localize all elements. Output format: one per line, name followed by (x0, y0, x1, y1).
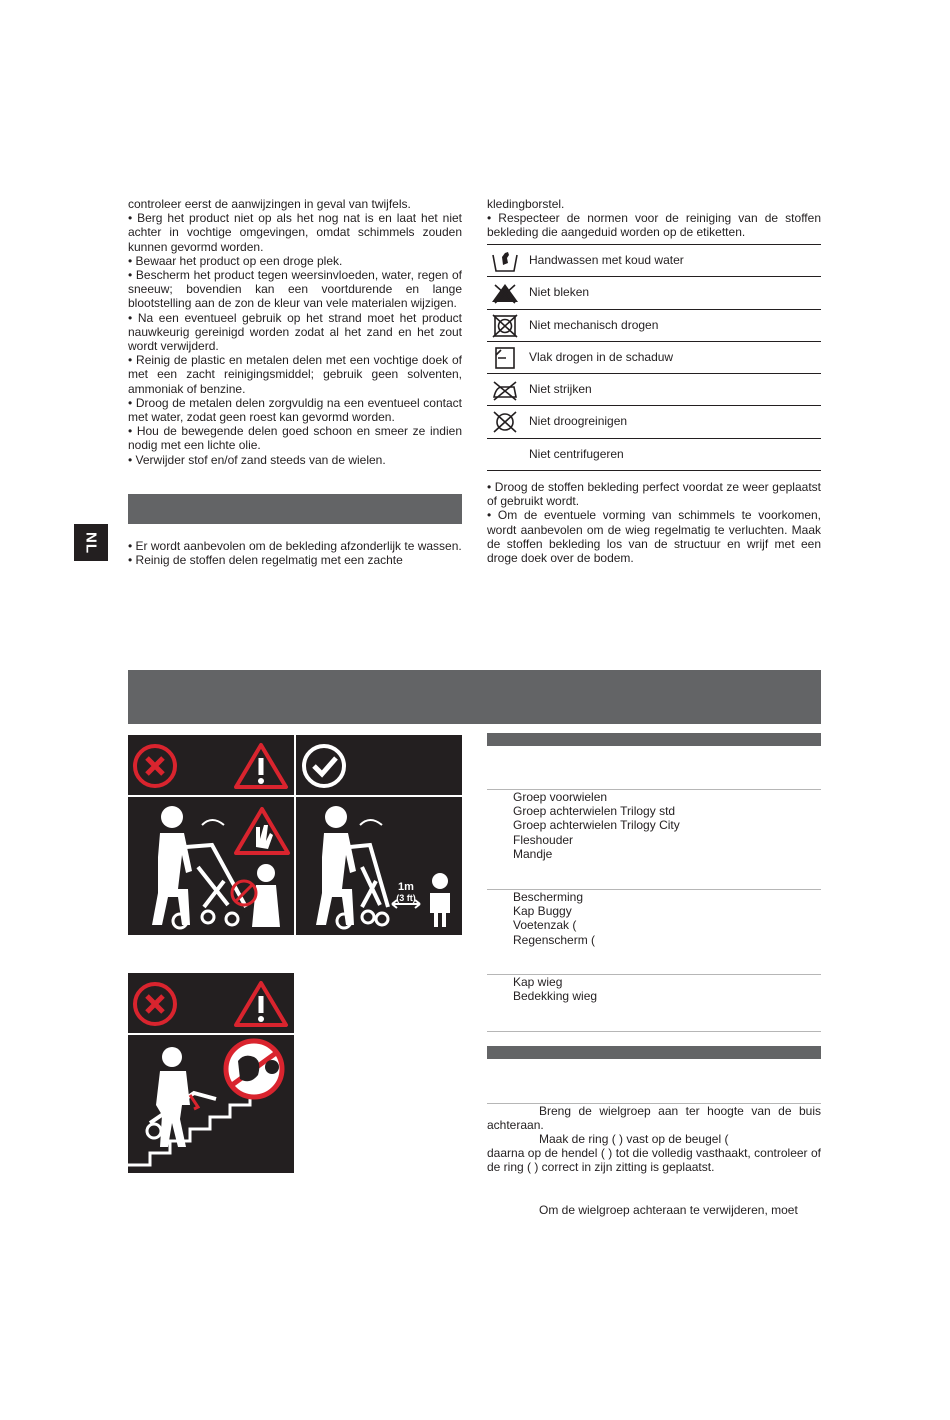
paragraph: • Reinig de plastic en metalen delen met een vochtige doek of met een zacht reinigingsmiddel; gebruik geen solventen, ammoniak of benzine. (128, 353, 462, 396)
list-item: Voetenzak ( (513, 918, 577, 933)
care-label: Niet centrifugeren (529, 446, 624, 461)
folding-safe-illustration (296, 797, 462, 935)
paragraph: • Bescherm het product tegen weersinvloeden, water, regen of sneeuw; bovendien kan een voortdurende en lange blootstelling aan de zon de kleur van vele materialen wijzigen. (128, 268, 462, 311)
paragraph: kledingborstel. (487, 197, 565, 211)
paragraph: • Reinig de stoffen delen regelmatig met een zachte (128, 553, 403, 568)
care-label: Niet mechanisch drogen (529, 317, 659, 332)
folding-warning-illustration (128, 797, 294, 935)
divider (487, 1031, 821, 1032)
distance-sub-label: (3 ft) (396, 893, 416, 903)
warning-header-panel-no (128, 735, 294, 795)
components-list-3 (513, 975, 597, 1003)
distance-label: 1m (398, 881, 414, 893)
care-row (487, 406, 821, 438)
stairs-warning-illustration (128, 1035, 294, 1173)
components-list-1 (513, 790, 680, 861)
step-text: Maak de ring ( ) vast op de beugel ( (539, 1132, 729, 1146)
paragraph: • Er wordt aanbevolen om de bekleding afzonderlijk te wassen. (128, 539, 462, 553)
step-text: daarna op de hendel ( ) tot die volledig vasthaakt, controleer of de ring ( ) correct in zijn zitting is geplaatst. (487, 1146, 821, 1175)
assembly-step-3 (539, 1203, 821, 1217)
no-iron-icon (489, 378, 521, 402)
hand-wash-icon (489, 249, 521, 273)
care-row (487, 439, 821, 471)
components-header-bar (487, 733, 821, 746)
paragraph: • Droog de stoffen bekleding perfect voordat ze weer geplaatst of gebruikt wordt. (487, 480, 821, 509)
stairs-warning-header (128, 973, 294, 1033)
step-text: Om de wielgroep achteraan te verwijderen, moet (539, 1203, 798, 1217)
paragraph: • Na een eventueel gebruik op het strand moet het product nauwkeurig gereinigd worden zodat al het zand en het zout wordt verwijderd. (128, 310, 462, 354)
list-item: Kap Buggy (513, 904, 572, 919)
care-label: Vlak drogen in de schaduw (529, 349, 674, 364)
components-list-2 (513, 890, 595, 947)
fabric-care-text (128, 539, 462, 567)
language-tab (74, 524, 108, 561)
left-column (128, 197, 462, 467)
list-item: Groep achterwielen Trilogy std (513, 804, 676, 819)
care-symbols-table (487, 244, 821, 471)
care-label: Niet strijken (529, 382, 592, 397)
list-item: Regenscherm ( (513, 932, 596, 947)
no-dry-clean-icon (489, 410, 521, 434)
warning-header-panel-yes (296, 735, 462, 795)
assembly-step-1 (487, 1104, 821, 1132)
paragraph: • Respecteer de normen voor de reiniging van de stoffen bekleding die aangeduid worden op de etiketten. (487, 211, 821, 240)
paragraph: • Berg het product niet op als het nog nat is en laat het niet achter in vochtige omgevingen, omdat schimmels zouden kunnen gevormd worden. (128, 211, 462, 254)
paragraph: • Bewaar het product op een droge plek. (128, 253, 343, 268)
chapter-header-bar (128, 670, 821, 724)
care-row (487, 374, 821, 406)
care-row (487, 342, 821, 374)
care-row (487, 310, 821, 342)
paragraph: • Verwijder stof en/of zand steeds van de wielen. (128, 452, 386, 467)
language-tab-label: NL (82, 531, 100, 554)
list-item: Kap wieg (513, 975, 563, 989)
care-row (487, 245, 821, 277)
care-label: Niet bleken (529, 285, 590, 300)
paragraph: • Om de eventuele vorming van schimmels te voorkomen, wordt aanbevolen om de wieg regelmatig te verluchten. Maak de stoffen bekleding los van de structuur en wrijf met een droge doek over de bodem. (487, 508, 821, 566)
no-tumble-dry-icon (489, 314, 521, 338)
section-header-bar (128, 494, 462, 524)
care-label: Handwassen met koud water (529, 253, 684, 267)
assembly-step-2b (487, 1146, 821, 1174)
care-row (487, 277, 821, 309)
after-table-text (487, 480, 821, 565)
paragraph: • Hou de bewegende delen goed schoon en smeer ze indien nodig met een lichte olie. (128, 424, 462, 453)
no-bleach-icon (489, 281, 521, 305)
list-item: Bescherming (513, 890, 584, 904)
care-label: Niet droogreinigen (529, 414, 628, 429)
step-text: Breng de wielgroep aan ter hoogte van de buis achteraan. (487, 1104, 821, 1133)
list-item: Groep voorwielen (513, 790, 608, 804)
list-item: Fleshouder (513, 832, 574, 847)
assembly-header-bar (487, 1046, 821, 1059)
paragraph: • Droog de metalen delen zorgvuldig na een eventueel contact met water, zodat geen roest kan gevormd worden. (128, 395, 462, 425)
list-item: Groep achterwielen Trilogy City (513, 818, 680, 833)
list-item: Mandje (513, 846, 553, 861)
assembly-step-2 (539, 1132, 821, 1146)
paragraph: controleer eerst de aanwijzingen in geval van twijfels. (128, 197, 411, 211)
list-item: Bedekking wieg (513, 989, 598, 1004)
flat-dry-shade-icon (489, 346, 521, 370)
right-column (487, 197, 821, 240)
